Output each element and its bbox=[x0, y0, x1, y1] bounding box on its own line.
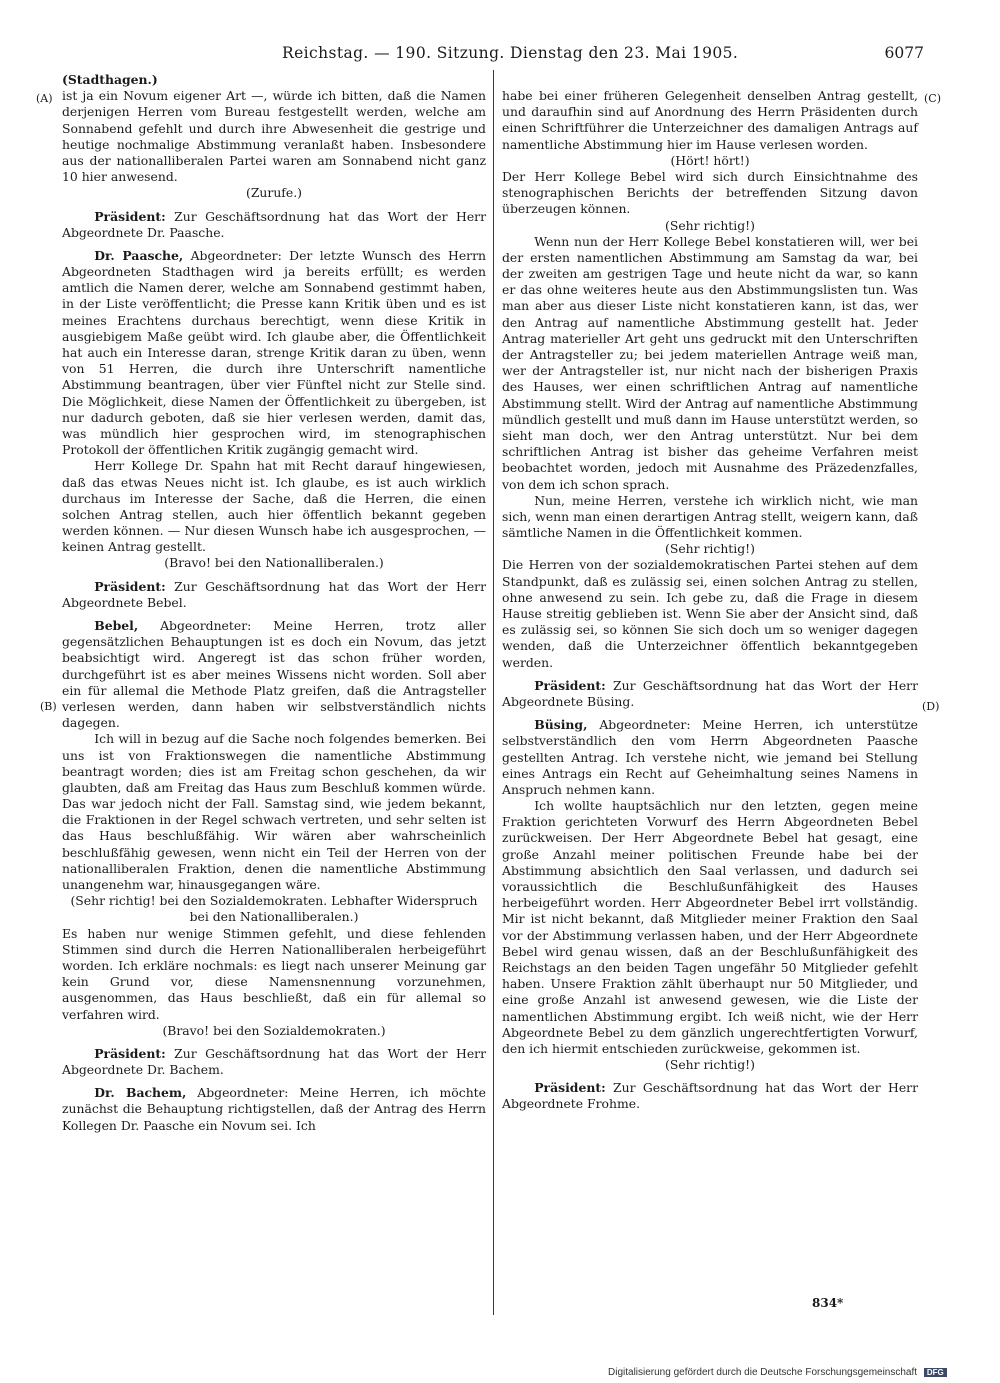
page-title: Reichstag. — 190. Sitzung. Dienstag den 23. Mai 1905. bbox=[282, 44, 739, 62]
right-column bbox=[502, 72, 918, 1113]
speech-paragraph: Präsident: Zur Geschäftsordnung hat das Wort der Herr Abgeordnete Büsing. bbox=[502, 677, 918, 709]
speech-paragraph: Präsident: Zur Geschäftsordnung hat das Wort der Herr Abgeordnete Bebel. bbox=[62, 578, 486, 610]
paragraph: Die Herren von der sozialdemokratischen Partei stehen auf dem Standpunkt, daß es zulässig sei, einen solchen Antrag zu stellen, ohne anwesend zu sein. Ich gebe zu, daß die Frage in diesem Hause streitig geblieben ist. Wenn Sie aber der Ansicht sind, daß es zulässig sei, so können Sie sich doch um so weniger dagegen wenden, daß die Unterzeichner öffentlich bekanntgegeben werden. bbox=[502, 557, 918, 670]
paragraph: Ich will in bezug auf die Sache noch folgendes bemerken. Bei uns ist von Fraktionswegen die namentliche Abstimmung beantragt worden; dies ist am Freitag schon geschehen, da wir glaubten, daß am Freitag das Haus zum Beschluß kommen würde. Das war jedoch nicht der Fall. Samstag sind, wie jedem bekannt, die Fraktionen in der Regel schwach vertreten, und sehr selten ist das Haus beschlußfähig. Wir wären aber wahrscheinlich beschlußfähig gewesen, wenn nicht ein Teil der Herren von der nationalliberalen Fraktion, denen die namentliche Abstimmung unangenehm war, hinausgegangen wäre. bbox=[62, 731, 486, 892]
interjection: (Bravo! bei den Sozialdemokraten.) bbox=[162, 1022, 386, 1038]
page-header bbox=[62, 44, 924, 68]
paragraph: Nun, meine Herren, verstehe ich wirklich nicht, wie man sich, wenn man einen derartigen Antrag stellt, weigern kann, daß sämtliche Namen in die Öffentlichkeit kommen. bbox=[502, 492, 918, 541]
speech-paragraph: Präsident: Zur Geschäftsordnung hat das Wort der Herr Abgeordnete Dr. Bachem. bbox=[62, 1045, 486, 1078]
speech-paragraph: Präsident: Zur Geschäftsordnung hat das Wort der Herr Abgeordnete Frohme. bbox=[502, 1080, 918, 1112]
speech-paragraph: Dr. Bachem, Abgeordneter: Meine Herren, ich möchte zunächst die Behauptung richtigstellen, daß der Antrag des Herrn Kollegen Dr. Paasche ein Novum sei. Ich bbox=[62, 1085, 486, 1133]
paragraph: Der Herr Kollege Bebel wird sich durch Einsichtnahme des stenographischen Berichts der betreffenden Sitzung davon überzeugen können. bbox=[502, 168, 918, 217]
margin-marker-d: (D) bbox=[922, 700, 940, 713]
column-divider bbox=[493, 70, 494, 1315]
interjection: (Sehr richtig!) bbox=[665, 1057, 755, 1073]
margin-marker-c: (C) bbox=[924, 92, 941, 105]
paragraph: Ich wollte hauptsächlich nur den letzten, gegen meine Fraktion gerichteten Vorwurf des Herrn Abgeordneten Bebel zurückweisen. Der Herr Abgeordnete Bebel hat gesagt, eine große Anzahl meiner politischen Freunde habe bei der Abstimmung absichtlich den Saal verlassen, und dadurch sei voraussichtlich die Beschlußunfähigkeit des Hauses herbeigeführt worden. Herr Abgeordneter Bebel irrt vollständig. Mir ist nicht bekannt, daß Mitglieder meiner Fraktion den Saal vor der Abstimmung verlassen haben, und der Herr Abgeordnete Bebel wird genau wissen, daß an der Beschlußunfähigkeit des Reichstags an den beiden Tagen ungefähr 50 Mitglieder gefehlt haben. Unsere Fraktion zählt überhaupt nur 50 Mitglieder, und eine große Anzahl ist anwesend gewesen, wie die Liste der namentlichen Abstimmung ergibt. Ich weiß nicht, wie der Herr Abgeordnete Bebel zu dem gänzlich ungerechtfertigten Vorwurf, den ich hiermit entschieden zurückweise, gekommen ist. bbox=[502, 798, 918, 1056]
interjection: (Sehr richtig!) bbox=[665, 541, 755, 557]
speech-paragraph: Büsing, Abgeordneter: Meine Herren, ich unterstütze selbstverständlich den vom Herrn Abgeordneten Paasche gestellten Antrag. Ich verstehe nicht, wie jemand bei Stellung eines Antrags ein Recht auf Geheimhaltung seines Namens in Anspruch nehmen kann. bbox=[502, 717, 918, 797]
paragraph: ist ja ein Novum eigener Art —, würde ich bitten, daß die Namen derjenigen Herren vom Bureau festgestellt werden, welche am Sonnabend gefehlt und durch ihre Abwesenheit die gestrige und heutige nochmalige Abstimmung veranlaßt haben. Insbesondere aus der nationalliberalen Partei waren am Sonnabend nicht ganz 10 hier anwesend. bbox=[62, 88, 486, 185]
margin-marker-a: (A) bbox=[36, 92, 53, 105]
paragraph: Herr Kollege Dr. Spahn hat mit Recht darauf hingewiesen, daß das etwas Neues nicht ist. Ich glaube, es ist auch wirklich durchaus im Interesse der Sache, daß die Herren, die einen solchen Antrag stellen, auch hier öffentlich bekannt gegeben werden können. — Nur diesen Wunsch habe ich ausgesprochen, — keinen Antrag gestellt. bbox=[62, 458, 486, 555]
speaker-reference: (Stadthagen.) bbox=[62, 72, 158, 87]
interjection: (Hört! hört!) bbox=[670, 152, 750, 168]
footer-text: Digitalisierung gefördert durch die Deutsche Forschungsgemeinschaft bbox=[608, 1367, 918, 1378]
footer bbox=[608, 1367, 947, 1378]
interjection: (Sehr richtig! bei den Sozialdemokraten. Lebhafter Widerspruch bei den Nationalliberalen.) bbox=[70, 893, 478, 925]
dfg-logo-icon: DFG bbox=[924, 1368, 947, 1377]
paragraph: Es haben nur wenige Stimmen gefehlt, und diese fehlenden Stimmen sind durch die Herren Nationalliberalen herbeigeführt worden. Ich erkläre nochmals: es liegt nach unserer Meinung gar kein Grund vor, diese Namensnennung vorzunehmen, ausgenommen, das Haus beschließt, daß ein für allemal so verfahren wird. bbox=[62, 925, 486, 1022]
interjection: (Bravo! bei den Nationalliberalen.) bbox=[164, 555, 384, 571]
page-number: 6077 bbox=[884, 44, 924, 62]
paragraph: habe bei einer früheren Gelegenheit denselben Antrag gestellt, und daraufhin sind auf Anordnung des Herrn Präsidenten durch einen Schriftführer die Unterzeichner des damaligen Antrags auf namentliche Abstimmung hier im Hause verlesen worden. bbox=[502, 88, 918, 152]
left-column bbox=[62, 72, 486, 1134]
speech-paragraph: Präsident: Zur Geschäftsordnung hat das Wort der Herr Abgeordnete Dr. Paasche. bbox=[62, 208, 486, 240]
interjection: (Zurufe.) bbox=[245, 185, 303, 201]
margin-marker-b: (B) bbox=[40, 700, 57, 713]
speech-paragraph: Bebel, Abgeordneter: Meine Herren, trotz aller gegensätzlichen Behauptungen ist es doch ein Novum, das jetzt beabsichtigt wird. Angeregt ist das schon früher worden, durchgeführt ist es aber meines Wissens nicht worden. Soll aber ein für allemal die Methode Platz greifen, daß die Antragsteller verlesen werden, dann haben wir selbstverständlich nichts dagegen. bbox=[62, 618, 486, 731]
signature-mark: 834* bbox=[812, 1296, 844, 1310]
interjection: (Sehr richtig!) bbox=[665, 217, 755, 233]
paragraph: Wenn nun der Herr Kollege Bebel konstatieren will, wer bei der ersten namentlichen Abstimmung am Samstag da war, bei der zweiten am gestrigen Tage und heute nicht da war, so kann er das ohne weiteres heute aus den Abstimmungslisten tun. Was man aber aus dieser Liste nicht konstatieren kann, ist das, wer den Antrag auf namentliche Abstimmung gestellt hat. Jeder Antrag materieller Art geht uns gedruckt mit den Unterschriften der Antragsteller zu; bei jedem materiellen Antrage weiß man, wer der Antragsteller ist, nur nicht nach der bisherigen Praxis des Hauses, wer einen schriftlichen Antrag auf namentliche Abstimmung stellt. Wird der Antrag auf namentliche Abstimmung mündlich gestellt und muß dann im Hause unterstützt werden, so sieht man doch, wer den Antrag unterstützt. Nur bei dem schriftlichen Antrag ist bisher das geheime Verfahren meist beobachtet worden, jedoch mit Ausnahme des Präzedenzfalles, von dem ich schon sprach. bbox=[502, 233, 918, 492]
speech-paragraph: Dr. Paasche, Abgeordneter: Der letzte Wunsch des Herrn Abgeordneten Stadthagen wird ja bereits erfüllt; es werden amtlich die Namen derer, welche am Sonnabend gestimmt haben, in der Liste veröffentlicht; die Presse kann Kritik üben und es ist meines Erachtens durchaus berechtigt, wenn diese Kritik in ausgiebigem Maße geübt wird. Ich glaube aber, die Öffentlichkeit hat auch ein Interesse daran, strenge Kritik daran zu üben, wenn von 51 Herren, die durch ihre Unterschrift namentliche Abstimmung beantragen, über vier Fünftel nicht zur Stelle sind. Die Möglichkeit, diese Namen der Öffentlichkeit zu übergeben, ist nur dadurch geboten, daß sie hier verlesen werden, damit das, was mündlich hier gesprochen wird, im stenographischen Protokoll der öffentlichen Kritik zugängig gemacht wird. bbox=[62, 247, 486, 458]
